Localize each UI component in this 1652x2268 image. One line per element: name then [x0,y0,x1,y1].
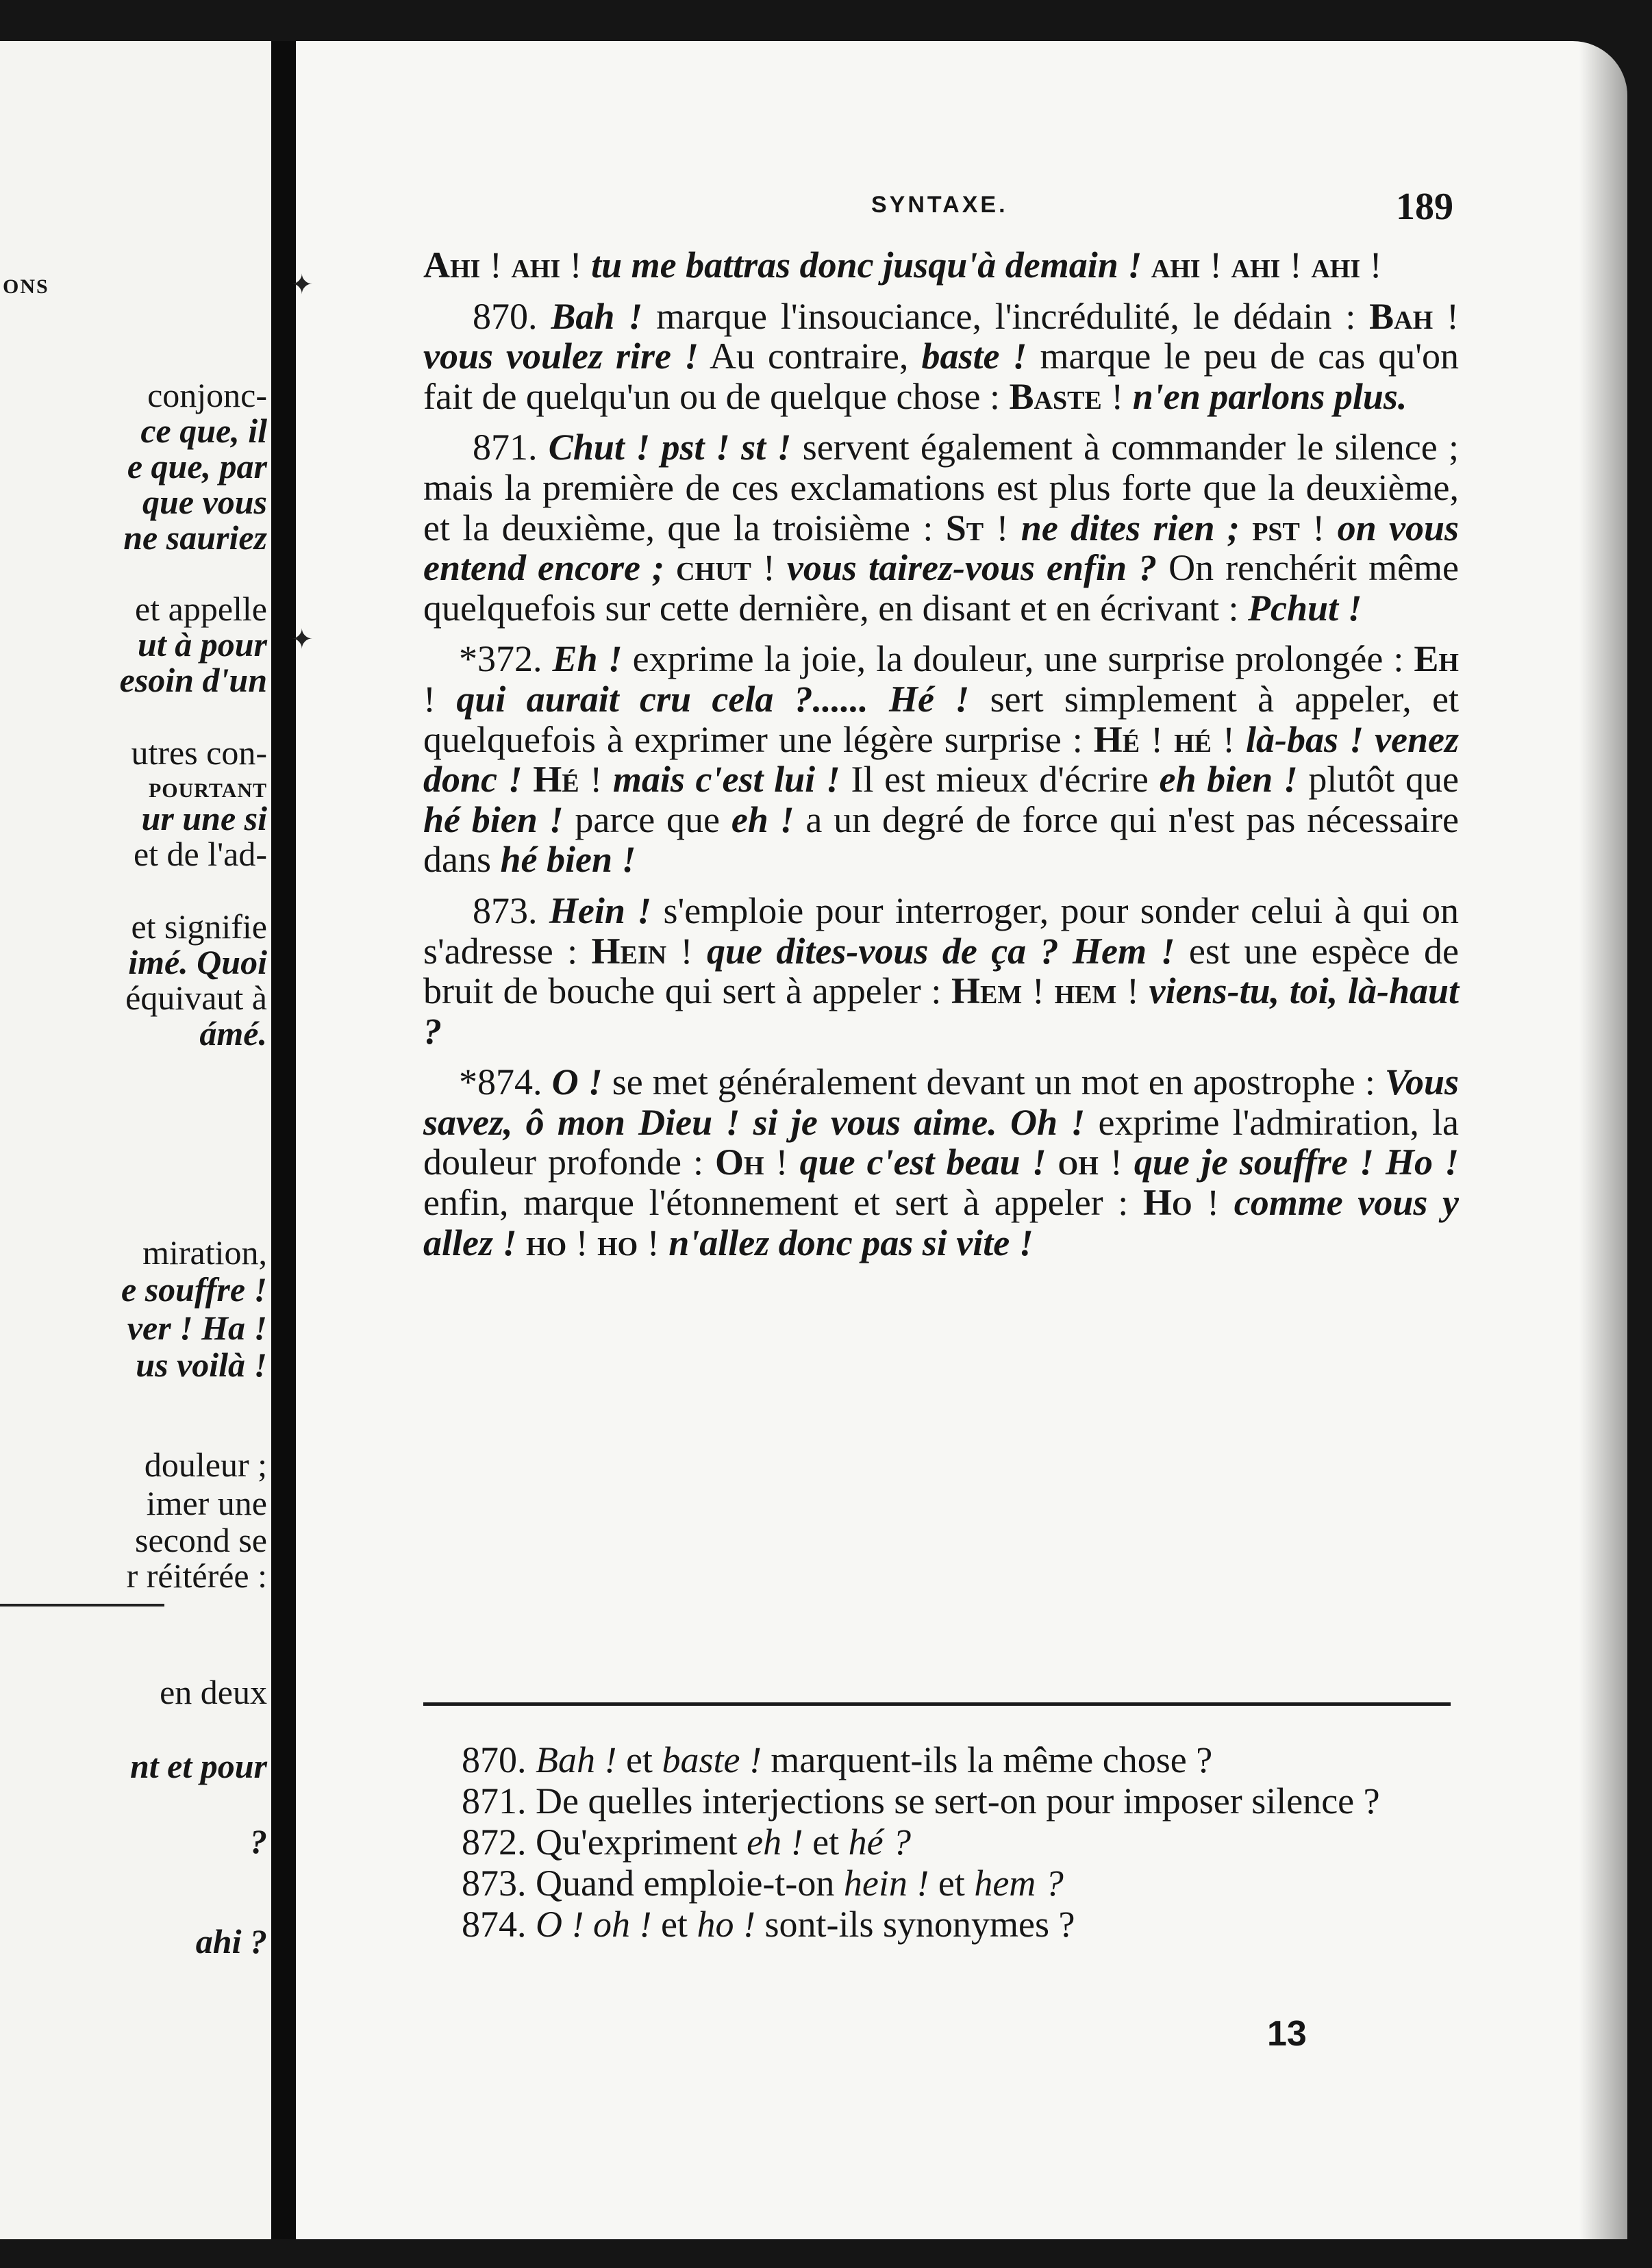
text-run: sont-ils synonymes ? [755,1904,1075,1945]
review-questions [412,1739,1460,1945]
text-run: Quand emploie-t-on [536,1863,844,1904]
paragraph-number: *874. [459,1061,552,1103]
running-title: SYNTAXE. [871,192,1008,218]
previous-page-text-fragment: r réitérée : [126,1557,267,1595]
previous-page-text-fragment: POURTANT [148,779,267,802]
paragraph-874 [423,1062,1459,1263]
previous-page-text-fragment: second se [135,1521,267,1559]
previous-page-text-fragment: ver ! Ha ! [127,1309,267,1347]
text-run: ! [1200,244,1231,286]
previous-page-text-fragment: douleur ; [144,1446,267,1484]
text-run [1240,507,1252,549]
previous-page-text-fragment: imer une [146,1484,267,1522]
text-run: O ! oh ! [536,1904,652,1945]
text-run: que c'est beau ! [799,1142,1047,1183]
text-run: hé bien ! [423,798,564,840]
text-run: vous tairez-vous enfin ? [786,547,1157,589]
text-run: Oh ! [1010,1101,1086,1143]
question-number: 874. [462,1904,536,1945]
text-run: Baste [1009,375,1102,417]
previous-page-edge [0,41,277,2239]
text-run: ! [1022,970,1055,1012]
text-run: ahi [1231,244,1281,286]
text-run [868,679,889,720]
text-run: chut [676,547,751,589]
paragraph-number: 870. [473,295,551,337]
page-curl-shadow [1579,41,1627,2239]
text-run: parce que [563,798,731,840]
text-run: ! [560,244,592,286]
section-divider [423,1702,1451,1706]
previous-page-text-fragment: et de l'ad- [133,835,267,873]
text-run [1142,244,1151,286]
text-run: Hem [951,970,1023,1012]
previous-page-text-fragment: ONS [3,275,49,298]
text-run [523,759,534,800]
text-run [1374,1142,1386,1183]
paragraph-872 [423,639,1459,880]
text-run: et [929,1863,975,1904]
text-run: ahi [1151,244,1201,286]
text-run: ! [1433,295,1460,337]
text-run: marquent-ils la même chose ? [761,1739,1213,1780]
text-run: Hé [1093,718,1140,760]
text-run: pst [1252,507,1300,549]
previous-page-text-fragment: équivaut à [125,979,267,1017]
text-run: exprime la joie, la douleur, une surprise prolongée : [622,638,1414,680]
text-run: qui aurait cru cela ?...... [456,678,868,720]
question-871 [412,1780,1460,1822]
text-run: ne dites rien ; [1021,507,1240,549]
text-run: n'en parlons plus. [1132,375,1407,417]
text-run: ! [480,244,512,286]
text-run: et [616,1739,662,1780]
previous-page-text-fragment: utres con- [131,733,267,772]
previous-page-text-fragment: e souffre ! [121,1270,267,1309]
book-gutter [271,41,297,2239]
text-run: Hem ! [1073,930,1175,972]
binding-hole-mark: ✦ [290,624,314,655]
previous-page-text-fragment: en deux [160,1673,267,1711]
text-run: Bah ! [536,1739,617,1780]
text-run: baste ! [921,336,1027,377]
text-run: eh ! [747,1822,803,1863]
binding-hole-mark: ✦ [290,269,314,300]
text-run: baste ! [662,1739,762,1780]
text-run: hé bien ! [500,839,636,881]
text-run: Il est mieux d'écrire [840,759,1160,801]
text-run: hem [1054,970,1117,1012]
text-run: Hein [591,930,667,972]
text-run: là-bas ! venez donc ! [423,718,1460,801]
text-run: Eh [1414,638,1459,680]
previous-page-text-fragment: ? [250,1822,267,1861]
text-run: ! [1280,244,1312,286]
text-run: s'emploie pour interroger, pour sonder celui à qui on s'adresse : [423,890,1459,972]
text-run: que dites-vous de ça ? [706,930,1059,972]
text-run: plutôt que [1297,759,1460,801]
previous-page-text-fragment: que vous [142,483,267,521]
signature-mark: 13 [1267,2014,1307,2054]
text-run: ahi [1311,244,1361,286]
text-run: Hein ! [549,890,652,931]
text-run: marque le peu de cas qu'on fait de quelqu'un ou de quelque chose : [423,336,1459,417]
text-run: exprime l'admiration, la douleur profonde : [423,1101,1460,1183]
text-run: hem ? [974,1863,1064,1904]
text-run: Au contraire, [699,336,922,377]
text-run [1059,931,1073,972]
text-run: et [803,1822,849,1863]
question-870 [412,1739,1460,1780]
text-run: enfin, marque l'étonnement et sert à appeler : [423,1182,1143,1224]
previous-page-text-fragment: esoin d'un [119,661,267,699]
text-run: ho [526,1222,567,1263]
previous-page-text-fragment: conjonc- [147,376,267,414]
text-run: ! [566,1222,598,1263]
paragraph-number: 871. [473,427,549,468]
text-run: on vous entend encore ; [423,507,1459,589]
previous-page-text-fragment: us voilà ! [136,1346,267,1384]
text-run: Pchut ! [1248,587,1362,629]
text-run: ! [579,759,613,801]
paragraph-869-end [423,245,1459,286]
text-run: ho [597,1222,638,1263]
paragraph-873 [423,891,1459,1051]
text-run: On renchérit même quelquefois sur cette dernière, en disant et en écrivant : [423,547,1460,629]
previous-page-text-fragment: ut à pour [138,625,267,664]
text-run: hé [1174,718,1212,760]
previous-page-text-fragment: ámé. [199,1014,267,1053]
text-run: ! [1192,1182,1234,1224]
text-run: a un degré de force qui n'est pas nécessaire dans [423,798,1460,881]
previous-page-text-fragment: et signifie [131,907,267,946]
previous-page-text-fragment: imé. Quoi [128,943,267,981]
text-run: ! [1101,375,1133,417]
question-number: 870. [462,1739,536,1780]
text-run: eh ! [731,798,794,840]
text-run [1047,1142,1058,1183]
text-run: tu me battras donc jusqu'à demain ! [591,244,1142,286]
question-number: 872. [462,1822,536,1863]
text-run: ! [1360,244,1382,286]
text-run [517,1222,527,1263]
text-run: oh [1057,1142,1099,1183]
text-run: Chut ! pst ! st ! [548,427,792,468]
question-874 [412,1904,1460,1945]
text-run: ! [751,547,787,589]
text-run: Ho [1142,1182,1192,1224]
text-run: Bah [1369,295,1434,337]
text-run: ! [984,507,1021,549]
question-872 [412,1822,1460,1863]
text-run: O ! [551,1061,603,1103]
text-run: comme vous y allez ! [423,1182,1459,1263]
text-run: est une espèce de bruit de bouche qui sert à appeler : [423,930,1459,1012]
text-run: hein ! [843,1863,929,1904]
text-run [664,547,676,588]
previous-page-divider [0,1604,164,1606]
text-run: sert simplement à appeler, et quelquefois à exprimer une légère surprise : [423,678,1459,760]
running-head [296,186,1627,240]
text-run: ! [1212,718,1247,760]
text-run: ahi [511,244,561,286]
text-run: viens-tu, toi, là-haut ? [423,970,1460,1052]
text-run: Bah ! [551,295,643,337]
current-page [296,41,1627,2239]
text-run: ! [638,1222,669,1263]
question-number: 873. [462,1863,536,1904]
previous-page-text-fragment: e que, par [127,447,267,486]
text-run: ! [423,678,457,720]
paragraph-number: 873. [473,890,549,931]
text-run: n'allez donc pas si vite ! [668,1222,1034,1263]
text-run: hé ? [848,1822,912,1863]
previous-page-text-fragment: nt et pour [129,1747,267,1785]
question-number: 871. [462,1780,536,1822]
paragraph-number: *372. [459,638,553,680]
text-run: ! [666,930,707,972]
text-run: De quelles interjections se sert-on pour imposer silence ? [536,1780,1380,1822]
text-run: Oh [714,1142,764,1183]
previous-page-text-fragment: ahi ? [195,1922,267,1961]
paragraph-870 [423,297,1459,417]
previous-page-text-fragment: miration, [142,1233,267,1272]
text-run: Hé [533,759,579,801]
text-run: vous voulez rire ! [423,336,699,377]
text-run: servent également à commander le silence ; mais la première de ces exclamations est plus forte que la deuxième, et la deuxième, que la troisième : [423,427,1459,549]
paragraph-871 [423,427,1459,628]
text-run: ! [1299,507,1338,549]
text-run: que je souffre ! [1134,1142,1374,1183]
text-run: ! [1098,1142,1134,1183]
body-text [423,245,1459,1274]
page-number: 189 [1396,186,1453,228]
text-run: Hé ! [888,678,970,720]
text-run: Ahi [423,244,481,286]
text-run: mais c'est lui ! [612,759,840,801]
text-run: Qu'expriment [536,1822,747,1863]
text-run: eh bien ! [1159,759,1298,801]
text-run [997,1102,1010,1143]
text-run: Ho ! [1385,1142,1460,1183]
text-run: St [945,507,984,549]
text-run: ! [1116,970,1149,1012]
previous-page-text-fragment: ur une si [141,799,267,837]
text-run: marque l'insouciance, l'incrédulité, le dédain : [642,295,1370,337]
question-873 [412,1863,1460,1904]
text-run: et [651,1904,697,1945]
text-run: se met généralement devant un mot en apostrophe : [602,1061,1385,1103]
text-run: ho ! [697,1904,755,1945]
text-run: Vous savez, ô mon Dieu ! si je vous aime. [423,1061,1459,1143]
previous-page-text-fragment: et appelle [135,590,267,628]
text-run: Eh ! [552,638,623,680]
previous-page-text-fragment: ce que, il [140,412,267,450]
text-run: ! [764,1142,800,1183]
previous-page-text-fragment: ne sauriez [123,518,267,557]
text-run: ! [1140,718,1175,760]
